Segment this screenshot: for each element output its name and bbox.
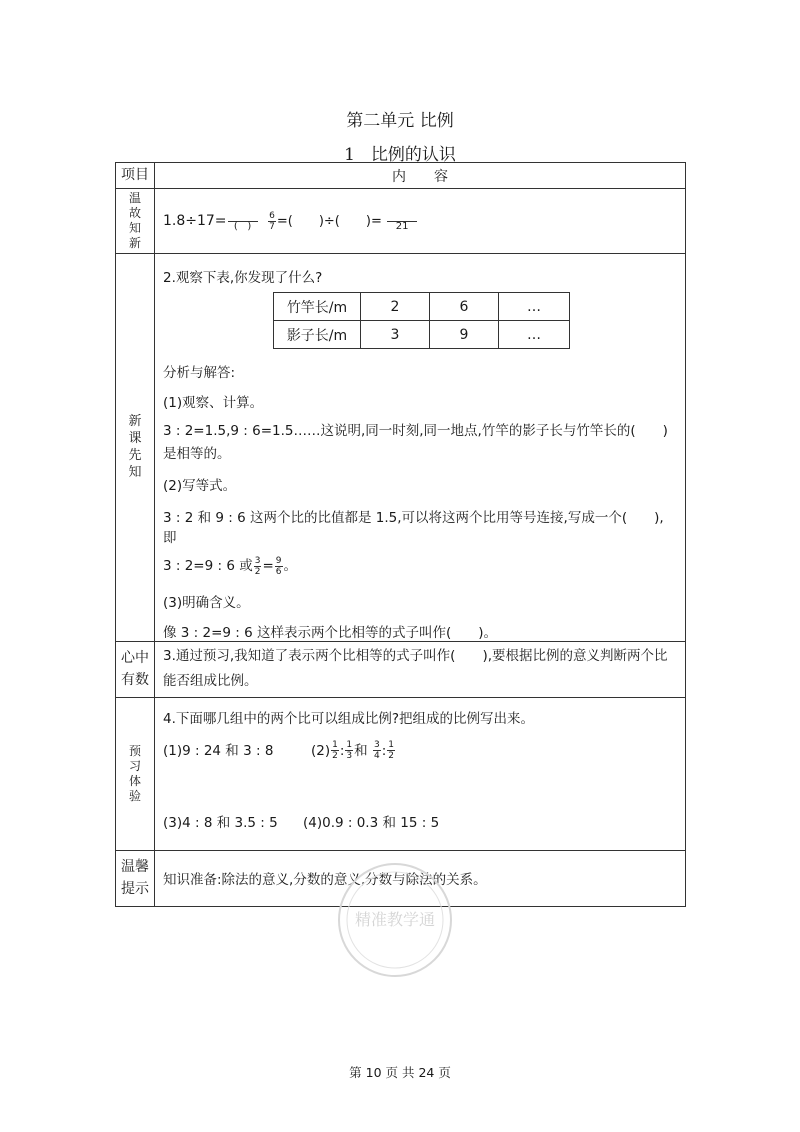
practice-label-cell bbox=[116, 697, 155, 850]
fraction-1-2: $\frac{1}{2}$ bbox=[332, 740, 338, 761]
practice-item-1: (1)9 : 24 和 3 : 8 bbox=[163, 742, 274, 759]
new-lesson-question: 2.观察下表,你发现了什么? bbox=[163, 270, 323, 286]
fraction-over-21: 21 bbox=[387, 211, 417, 232]
fraction-3-4: $\frac{3}{4}$ bbox=[373, 740, 380, 761]
new-lesson-label-cell bbox=[116, 254, 155, 642]
fraction-1-2b: $\frac{1}{2}$ bbox=[388, 740, 394, 761]
tips-label-2: 提示 bbox=[121, 881, 149, 897]
review-expr-1: 1.8÷17= bbox=[163, 213, 227, 230]
practice-label: 预习体验 bbox=[128, 743, 141, 803]
heart-content bbox=[155, 641, 686, 697]
lesson-number: 1 bbox=[344, 145, 355, 165]
table-row bbox=[274, 321, 570, 349]
row-label: 影子长/m bbox=[274, 321, 361, 349]
blank-fraction: ( ) bbox=[228, 211, 258, 232]
review-label: 温故知新 bbox=[128, 191, 141, 250]
table-cell: 2 bbox=[361, 293, 430, 321]
practice-item-3: (3)4 : 8 和 3.5 : 5 bbox=[163, 815, 278, 831]
heart-label-1: 心中 bbox=[121, 650, 149, 666]
step3-heading: (3)明确含义。 bbox=[163, 594, 250, 611]
heart-text: 3.通过预习,我知道了表示两个比相等的式子叫作( ),要根据比例的意义判断两个比能否组成比例。 bbox=[163, 648, 668, 689]
lesson-name: 比例的认识 bbox=[370, 145, 456, 165]
analysis-title: 分析与解答: bbox=[163, 365, 236, 381]
step2-heading: (2)写等式。 bbox=[163, 478, 237, 494]
tips-label-1: 温馨 bbox=[121, 859, 149, 875]
practice-item-2: (2) $\frac{1}{2}$ : $\frac{1}{3}$ 和 $\frac{3}{4}$ : $\frac{1}{2}$ bbox=[311, 740, 394, 761]
unit-title: 第二单元 比例 bbox=[346, 111, 454, 131]
heart-label-cell bbox=[116, 641, 155, 697]
review-content bbox=[155, 189, 686, 254]
bamboo-shadow-table bbox=[273, 292, 570, 349]
page-footer: 第 10 页 共 24 页 bbox=[349, 1065, 451, 1080]
stamp-text: 精准教学通 bbox=[354, 910, 436, 929]
header-content: 内 容 bbox=[392, 168, 448, 185]
header-item: 项目 bbox=[121, 167, 149, 183]
new-lesson-content bbox=[155, 254, 686, 642]
heart-label-2: 有数 bbox=[121, 672, 149, 688]
worksheet-table bbox=[115, 162, 686, 907]
step3-text: 像 3 : 2=9 : 6 这样表示两个比相等的式子叫作( )。 bbox=[163, 624, 498, 641]
review-label-cell bbox=[116, 189, 155, 254]
equation-text: 3 : 2=9 : 6 或 bbox=[163, 558, 253, 574]
table-row bbox=[274, 293, 570, 321]
step2-equation: 3 : 2=9 : 6 或 $\frac{3}{2}$ = $\frac{9}{6}$ 。 bbox=[163, 555, 298, 577]
practice-item-4: (4)0.9 : 0.3 和 15 : 5 bbox=[303, 815, 440, 831]
practice-row-1 bbox=[163, 739, 677, 762]
review-expr-2: =( )÷( )= bbox=[276, 214, 382, 230]
new-lesson-label: 新课先知 bbox=[128, 414, 142, 481]
fraction-9-6: $\frac{9}{6}$ bbox=[275, 555, 282, 577]
fraction-3-2: $\frac{3}{2}$ bbox=[254, 555, 261, 577]
table-cell: 9 bbox=[430, 321, 499, 349]
watermark-stamp bbox=[330, 855, 460, 985]
table-cell: 6 bbox=[430, 293, 499, 321]
practice-content bbox=[155, 697, 686, 850]
table-cell: … bbox=[499, 293, 570, 321]
header-content-cell bbox=[155, 163, 686, 189]
practice-row-2 bbox=[163, 811, 677, 831]
practice-question: 4.下面哪几组中的两个比可以组成比例?把组成的比例写出来。 bbox=[163, 710, 535, 727]
fraction-six-sevenths: $\frac{6}{7}$ bbox=[269, 210, 275, 232]
table-cell: … bbox=[499, 321, 570, 349]
step1-heading: (1)观察、计算。 bbox=[163, 395, 264, 411]
equation-end: 。 bbox=[283, 558, 298, 574]
row-label: 竹竿长/m bbox=[274, 293, 361, 321]
header-item-cell bbox=[116, 163, 155, 189]
tips-label-cell bbox=[116, 850, 155, 906]
table-cell: 3 bbox=[361, 321, 430, 349]
tips-text: 知识准备:除法的意义,分数的意义,分数与除法的关系。 bbox=[163, 872, 487, 888]
fraction-1-3: $\frac{1}{3}$ bbox=[346, 740, 353, 761]
step1-text: 3 : 2=1.5,9 : 6=1.5……这说明,同一时刻,同一地点,竹竿的影子长与竹竿长的( )是相等的。 bbox=[163, 423, 668, 462]
step2-text: 3 : 2 和 9 : 6 这两个比的比值都是 1.5,可以将这两个比用等号连接,写成一个( ),即 bbox=[163, 510, 664, 546]
